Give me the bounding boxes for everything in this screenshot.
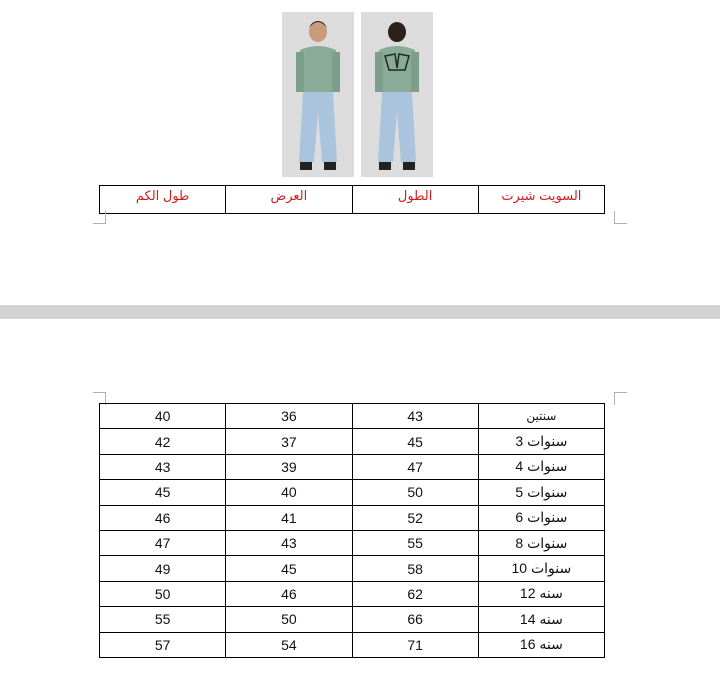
column-header-sleeve-length: طول الكم bbox=[100, 186, 226, 214]
table-row bbox=[100, 607, 605, 632]
sleeve-cell: 50 bbox=[100, 581, 226, 606]
column-header-sweatshirt: السويت شيرت bbox=[478, 186, 604, 214]
page-corner-mark bbox=[614, 392, 627, 405]
table-row bbox=[100, 632, 605, 657]
table-row bbox=[100, 404, 605, 429]
table-row bbox=[100, 429, 605, 454]
table-row bbox=[100, 581, 605, 606]
sleeve-cell: 40 bbox=[100, 404, 226, 429]
size-chart-header-table bbox=[99, 185, 605, 214]
sleeve-cell: 55 bbox=[100, 607, 226, 632]
length-cell: 55 bbox=[352, 530, 478, 555]
size-cell: 12 سنه bbox=[478, 581, 604, 606]
length-cell: 50 bbox=[352, 480, 478, 505]
sleeve-cell: 43 bbox=[100, 454, 226, 479]
sleeve-cell: 47 bbox=[100, 530, 226, 555]
length-cell: 71 bbox=[352, 632, 478, 657]
product-photo-front bbox=[282, 12, 354, 177]
length-cell: 62 bbox=[352, 581, 478, 606]
length-cell: 47 bbox=[352, 454, 478, 479]
length-cell: 43 bbox=[352, 404, 478, 429]
size-cell: 3 سنوات bbox=[478, 429, 604, 454]
size-cell: 8 سنوات bbox=[478, 530, 604, 555]
size-cell: 6 سنوات bbox=[478, 505, 604, 530]
width-cell: 37 bbox=[226, 429, 352, 454]
column-header-length: الطول bbox=[352, 186, 478, 214]
sleeve-cell: 57 bbox=[100, 632, 226, 657]
size-chart-table bbox=[99, 403, 605, 658]
product-photo-back bbox=[361, 12, 433, 177]
width-cell: 36 bbox=[226, 404, 352, 429]
length-cell: 58 bbox=[352, 556, 478, 581]
table-row bbox=[100, 480, 605, 505]
table-row bbox=[100, 556, 605, 581]
width-cell: 43 bbox=[226, 530, 352, 555]
width-cell: 39 bbox=[226, 454, 352, 479]
length-cell: 45 bbox=[352, 429, 478, 454]
length-cell: 52 bbox=[352, 505, 478, 530]
page-break-gap bbox=[0, 305, 720, 319]
width-cell: 45 bbox=[226, 556, 352, 581]
width-cell: 40 bbox=[226, 480, 352, 505]
width-cell: 54 bbox=[226, 632, 352, 657]
size-cell: 16 سنه bbox=[478, 632, 604, 657]
table-row bbox=[100, 530, 605, 555]
sleeve-cell: 46 bbox=[100, 505, 226, 530]
column-header-width: العرض bbox=[226, 186, 352, 214]
table-row bbox=[100, 505, 605, 530]
sleeve-cell: 42 bbox=[100, 429, 226, 454]
length-cell: 66 bbox=[352, 607, 478, 632]
page-corner-mark bbox=[614, 211, 627, 224]
width-cell: 41 bbox=[226, 505, 352, 530]
sleeve-cell: 45 bbox=[100, 480, 226, 505]
size-cell: 10 سنوات bbox=[478, 556, 604, 581]
sleeve-cell: 49 bbox=[100, 556, 226, 581]
size-cell: 5 سنوات bbox=[478, 480, 604, 505]
page-corner-mark bbox=[93, 211, 106, 224]
table-row bbox=[100, 186, 605, 214]
size-cell: 4 سنوات bbox=[478, 454, 604, 479]
size-cell: سنتين bbox=[478, 404, 604, 429]
size-cell: 14 سنه bbox=[478, 607, 604, 632]
width-cell: 50 bbox=[226, 607, 352, 632]
width-cell: 46 bbox=[226, 581, 352, 606]
table-row bbox=[100, 454, 605, 479]
